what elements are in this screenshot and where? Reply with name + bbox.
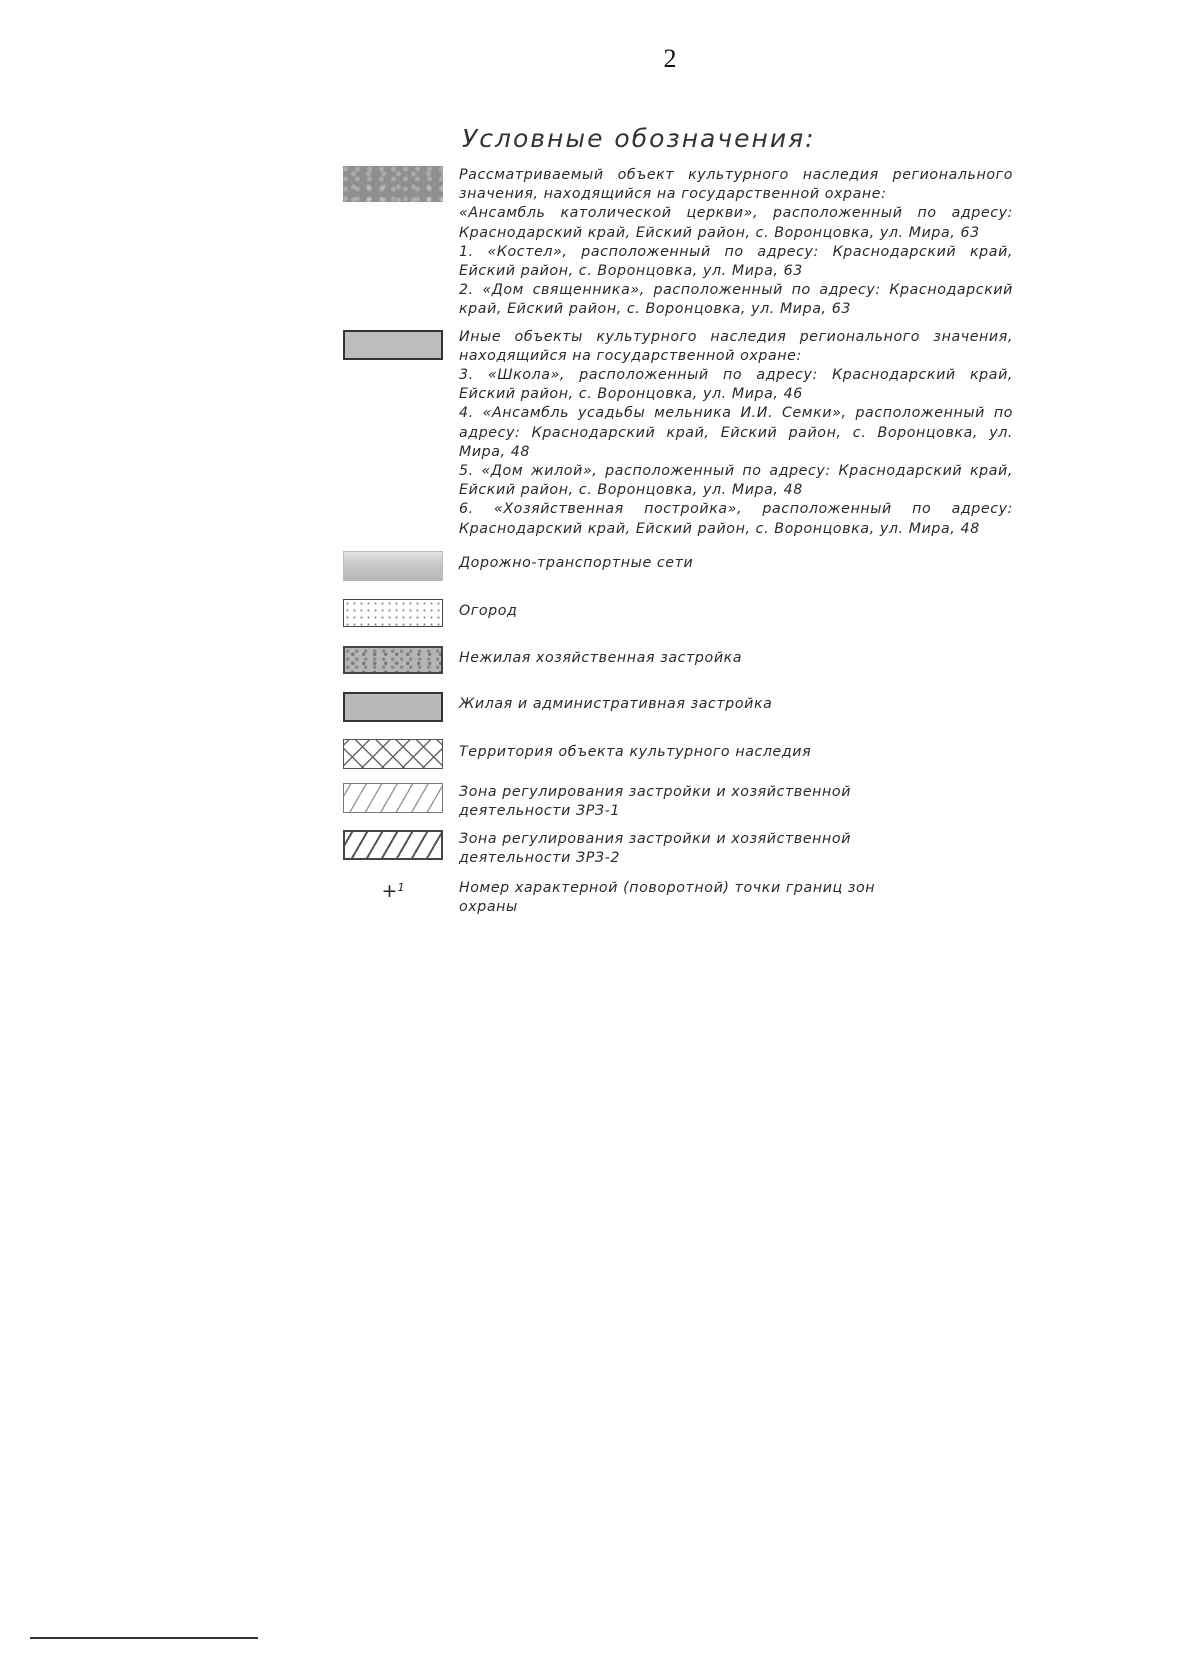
legend-line: Иные объекты культурного наследия регионального значения, находящийся на государственной охране: <box>459 328 1013 364</box>
legend-line: 1. «Костел», расположенный по адресу: Краснодарский край, Ейский район, с. Воронцовка, ул. Мира, 63 <box>459 243 1013 280</box>
legend-text <box>459 739 1013 762</box>
legend-line: Дорожно-транспортные сети <box>459 554 694 571</box>
legend-text <box>459 783 879 821</box>
legend-text <box>459 166 1013 320</box>
legend-line: 6. «Хозяйственная постройка», расположенный по адресу: Краснодарский край, Ейский район, с. Воронцовка, ул. Мира, 48 <box>459 501 1013 537</box>
other-heritage-objects-swatch <box>343 330 443 360</box>
legend-title: Условные обозначения: <box>462 124 816 153</box>
legend-text <box>459 692 1013 714</box>
legend-line: 3. «Школа», расположенный по адресу: Краснодарский край, Ейский район, с. Воронцовка, ул. Мира, 46 <box>459 367 1013 403</box>
zrz-1-swatch <box>343 783 443 813</box>
legend-text <box>459 646 1013 668</box>
legend-line: Нежилая хозяйственная застройка <box>459 649 743 666</box>
zrz-2-swatch <box>343 830 443 860</box>
legend-line: Жилая и административная застройка <box>459 695 773 712</box>
legend-line: Зона регулирования застройки и хозяйственной деятельности ЗРЗ-2 <box>459 831 852 867</box>
legend-item-heritage-territory <box>343 739 1013 769</box>
main-heritage-object-swatch <box>343 166 443 202</box>
page-number: 2 <box>663 44 677 73</box>
legend-text <box>459 328 1013 539</box>
point-plus-sign: + <box>381 879 398 902</box>
boundary-point-symbol <box>343 879 443 903</box>
legend-text <box>459 551 1013 573</box>
legend-line: Номер характерной (поворотной) точки границ зон охраны <box>459 879 876 915</box>
residential-buildings-swatch <box>343 692 443 722</box>
legend-item-boundary-point-number <box>343 879 1013 917</box>
legend-line: 2. «Дом священника», расположенный по адресу: Краснодарский край, Ейский район, с. Воронцовка, ул. Мира, 63 <box>459 282 1013 318</box>
footnote-separator <box>30 1637 258 1639</box>
legend-item-other-heritage-objects <box>343 328 1013 539</box>
legend-line: Зона регулирования застройки и хозяйственной деятельности ЗРЗ-1 <box>459 783 852 820</box>
legend-text <box>459 879 889 917</box>
point-index: 1 <box>397 881 405 895</box>
legend-item-garden <box>343 599 1013 627</box>
legend-line: 5. «Дом жилой», расположенный по адресу: Краснодарский край, Ейский район, с. Воронцовка, ул. Мира, 48 <box>459 463 1013 499</box>
legend-text <box>459 599 1013 621</box>
legend-line: Рассматриваемый объект культурного наследия регионального значения, находящийся на государственной охране: <box>459 167 1013 203</box>
legend-item-road-network <box>343 551 1013 581</box>
legend-line: «Ансамбль католической церкви», расположенный по адресу: Краснодарский край, Ейский район, с. Воронцовка, ул. Мира, 63 <box>459 205 1013 241</box>
legend-item-residential-buildings <box>343 692 1013 722</box>
legend-text <box>459 830 879 868</box>
non-residential-buildings-swatch <box>343 646 443 674</box>
legend-item-non-residential-buildings <box>343 646 1013 674</box>
legend-line: Огород <box>459 602 518 619</box>
legend-item-main-heritage-object <box>343 166 1013 320</box>
road-network-swatch <box>343 551 443 581</box>
legend-line: 4. «Ансамбль усадьбы мельника И.И. Семки», расположенный по адресу: Краснодарский край, Ейский район, с. Воронцовка, ул. Мира, 48 <box>459 405 1013 460</box>
legend <box>343 166 1013 917</box>
legend-item-zrz-2 <box>343 830 1013 868</box>
legend-item-zrz-1 <box>343 783 1013 821</box>
legend-line: Территория объекта культурного наследия <box>459 743 812 760</box>
garden-swatch <box>343 599 443 627</box>
heritage-territory-swatch <box>343 739 443 769</box>
